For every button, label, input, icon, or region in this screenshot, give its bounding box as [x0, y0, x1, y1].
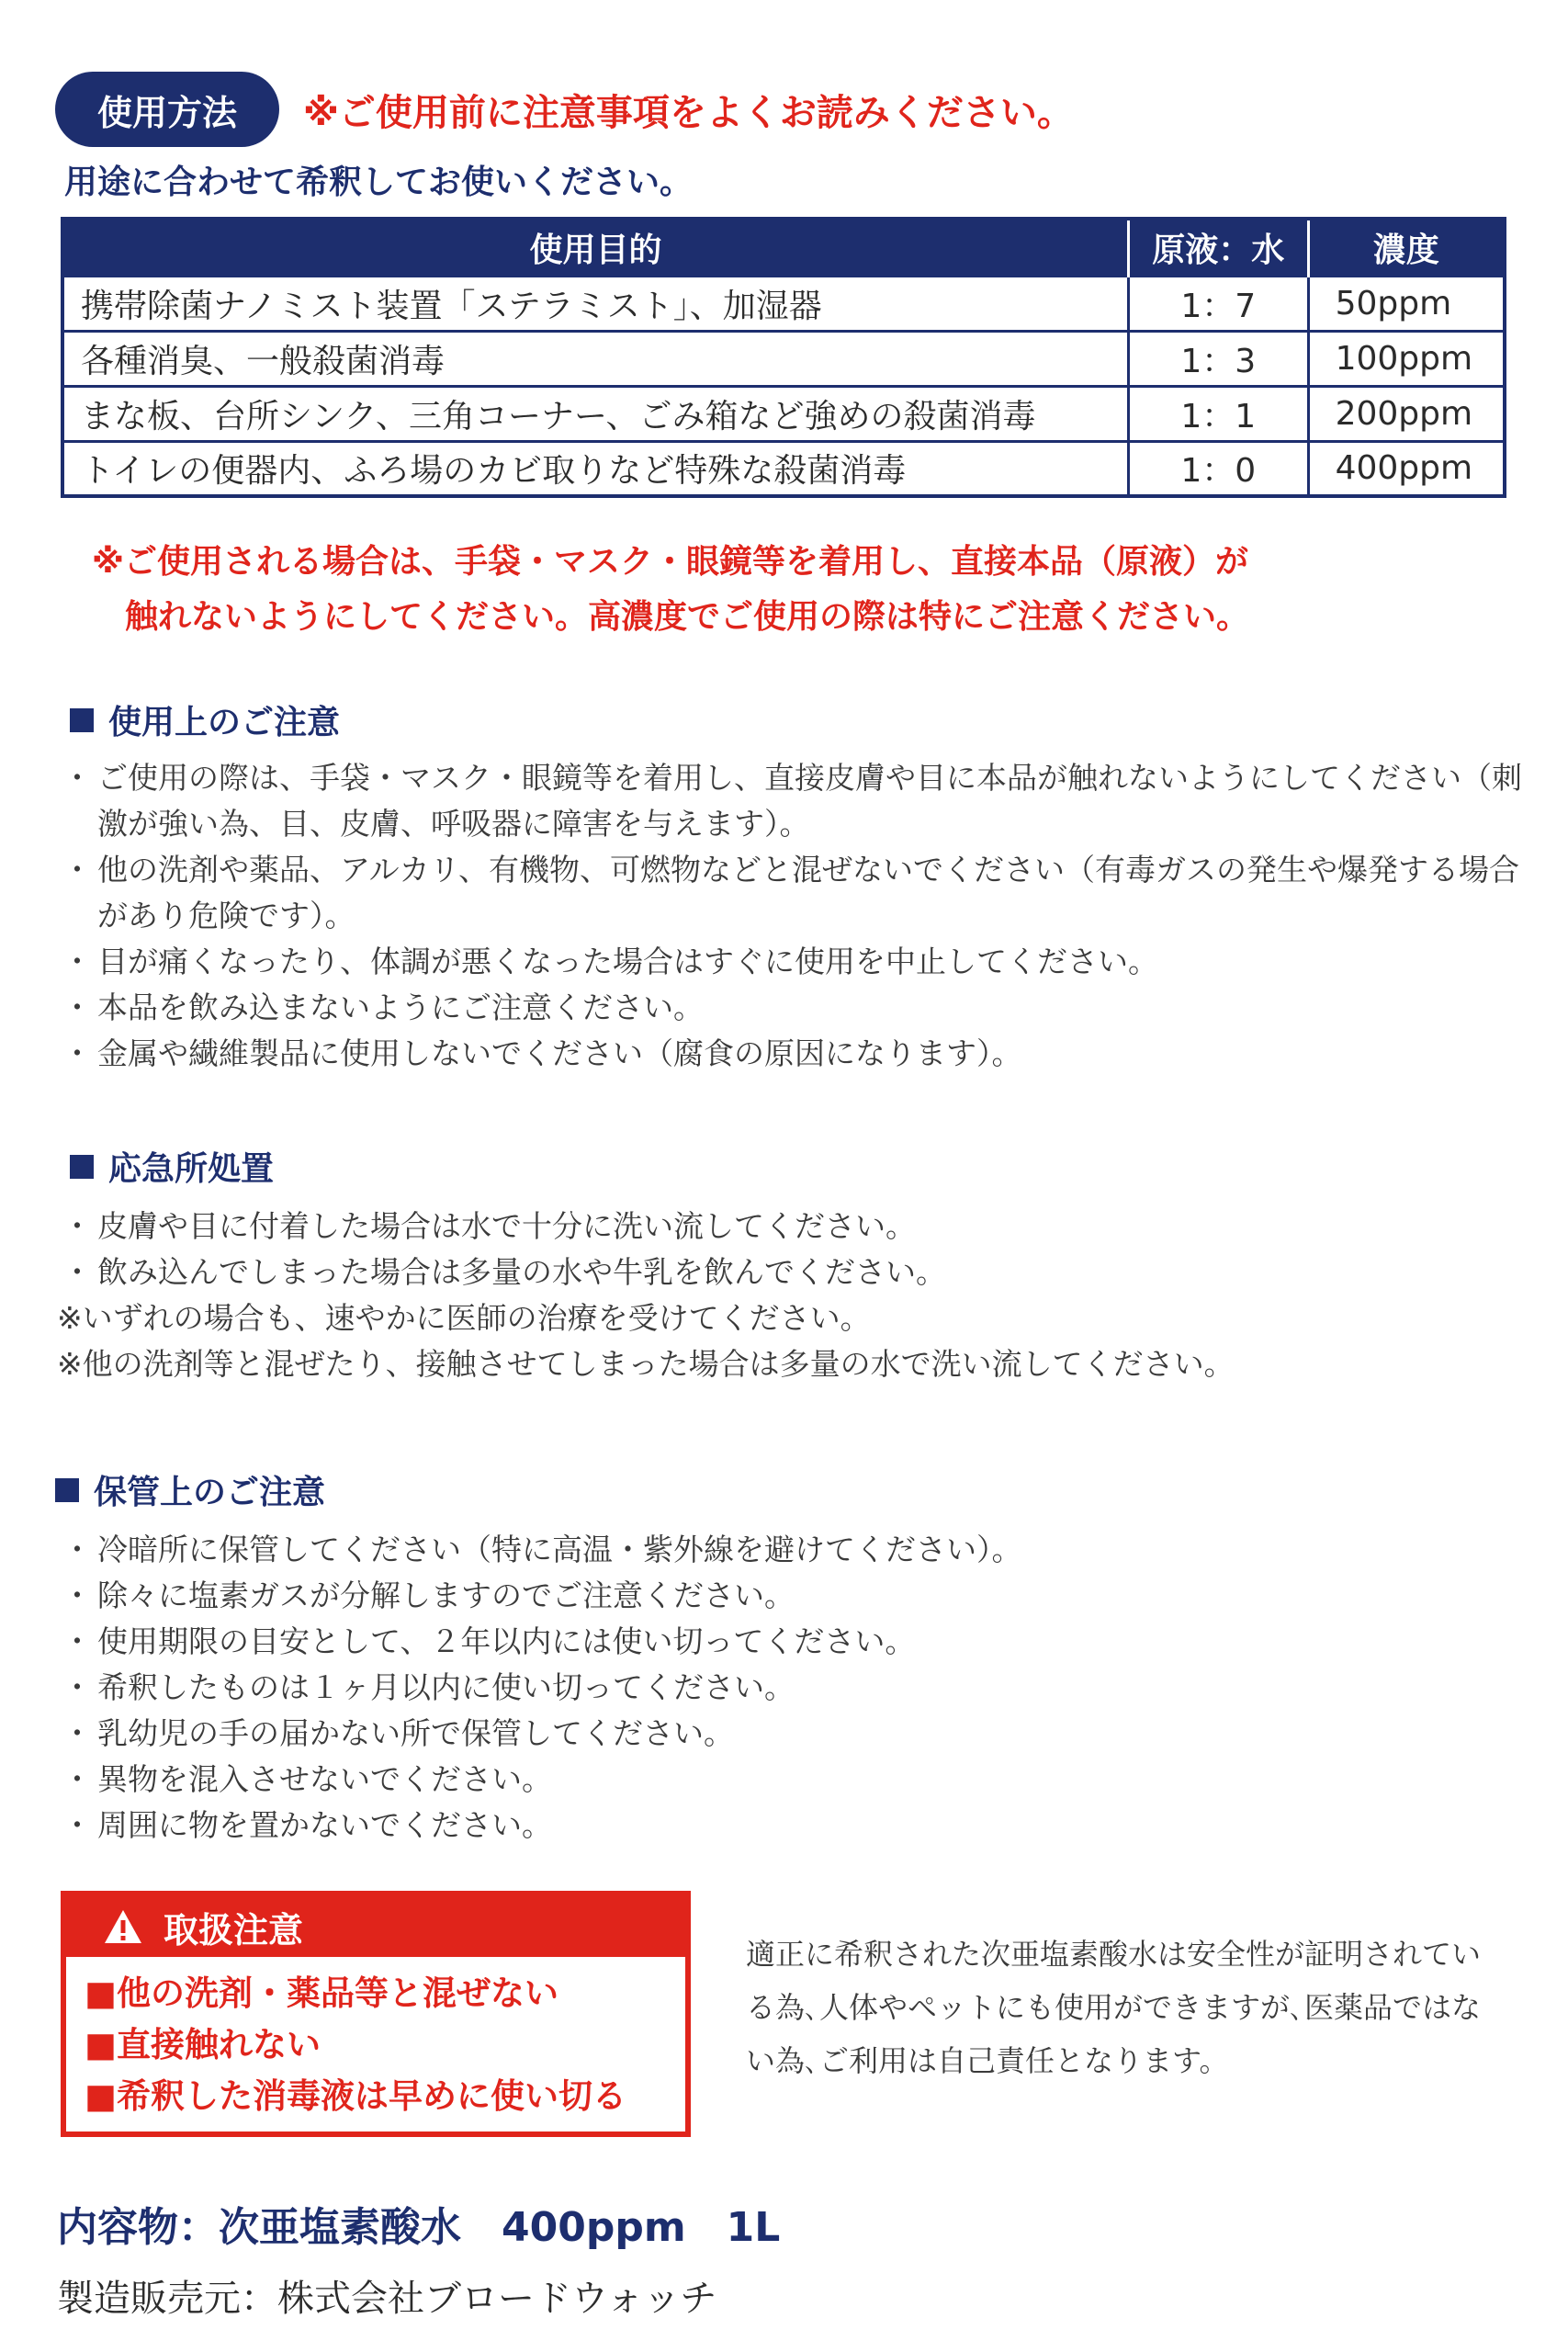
list-item [57, 985, 1527, 1031]
square-bullet-icon [55, 1478, 79, 1502]
bullet-dot-icon: ・ [62, 944, 93, 979]
list-item [57, 847, 1527, 939]
list-item-text: 使用期限の目安として、２年以内には使い切ってください。 [97, 1623, 916, 1659]
bullet-dot-icon: ・ [62, 1623, 93, 1659]
section-storage-title [55, 1466, 325, 1513]
section-first-aid-title-text: 応急所処置 [108, 1150, 275, 1188]
list-item [57, 1204, 1527, 1250]
list-item [57, 1527, 1527, 1573]
square-bullet-icon [70, 708, 94, 732]
usage-subtitle: 用途に合わせて希釈してお使いください。 [64, 164, 694, 201]
caution-item: ■他の洗剤・薬品等と混ぜない [85, 1973, 558, 2013]
section-storage-title-text: 保管上のご注意 [94, 1474, 326, 1511]
cell-concentration: 200ppm [1308, 386, 1505, 441]
list-item-text: 金属や繊維製品に使用しないでください（腐食の原因になります）。 [97, 1035, 1022, 1071]
ppe-warning [92, 535, 1249, 645]
table-header-row [62, 219, 1505, 276]
disclaimer-text: 適正に希釈された次亜塩素酸水は安全性が証明されている為､人体やペットにも使用ができますが､医薬品ではない為､ご利用は自己責任となります。 [746, 1937, 1482, 2078]
caution-item: ■直接触れない [85, 2025, 321, 2064]
cell-ratio: 1：0 [1129, 441, 1309, 496]
list-item-text: 皮膚や目に付着した場合は水で十分に洗い流してください。 [97, 1208, 916, 1244]
list-item-text: 飲み込んでしまった場合は多量の水や牛乳を飲んでください。 [97, 1254, 946, 1290]
cell-concentration: 50ppm [1308, 276, 1505, 331]
note-text: ※いずれの場合も、速やかに医師の治療を受けてください。 [57, 1300, 871, 1336]
cell-purpose: まな板、台所シンク、三角コーナー、ごみ箱など強めの殺菌消毒 [62, 386, 1129, 441]
handling-caution-header [66, 1896, 685, 1957]
square-bullet-icon [70, 1155, 94, 1179]
storage-caution-list [57, 1527, 1527, 1849]
list-item-text: 希釈したものは１ヶ月以内に使い切ってください。 [97, 1669, 795, 1705]
list-item [57, 1803, 1527, 1849]
list-item-text: 除々に塩素ガスが分解しますのでご注意ください。 [97, 1577, 795, 1613]
bullet-dot-icon: ・ [62, 1577, 93, 1613]
cell-ratio: 1：3 [1129, 331, 1309, 386]
table-row [62, 276, 1505, 331]
first-aid-list [57, 1204, 1527, 1387]
list-item [57, 755, 1527, 847]
ppe-warning-line1: ※ご使用される場合は、手袋・マスク・眼鏡等を着用し、直接本品（原液）が [92, 543, 1248, 581]
table-row [62, 331, 1505, 386]
list-item [57, 1711, 1527, 1757]
list-item [57, 939, 1527, 985]
list-item [57, 1665, 1527, 1711]
section-first-aid-title [70, 1143, 274, 1190]
table-row [62, 386, 1505, 441]
handling-caution-box [61, 1891, 691, 2137]
bullet-dot-icon: ・ [62, 760, 93, 796]
list-item-text: 冷暗所に保管してください（特に高温・紫外線を避けてください）。 [97, 1532, 1022, 1567]
bullet-dot-icon: ・ [62, 1761, 93, 1797]
caution-item: ■希釈した消毒液は早めに使い切る [85, 2076, 626, 2116]
ppe-warning-line2: 触れないようにしてください。高濃度でご使用の際は特にご注意ください。 [125, 598, 1250, 636]
cell-purpose: 携帯除菌ナノミスト装置「ステラミスト」、加湿器 [62, 276, 1129, 331]
section-usage-title [70, 696, 340, 743]
bullet-dot-icon: ・ [62, 1715, 93, 1751]
cell-concentration: 400ppm [1308, 441, 1505, 496]
list-item-text: 乳幼児の手の届かない所で保管してください。 [97, 1715, 734, 1751]
list-item-text: 周囲に物を置かないでください。 [97, 1807, 552, 1843]
handling-caution-items [66, 1957, 685, 2122]
cell-ratio: 1：7 [1129, 276, 1309, 331]
list-item-text: 目が痛くなったり、体調が悪くなった場合はすぐに使用を中止してください。 [97, 944, 1158, 979]
list-item [57, 1757, 1527, 1803]
header-ratio: 原液：水 [1129, 219, 1309, 276]
bullet-dot-icon: ・ [62, 989, 93, 1025]
list-item [57, 1619, 1527, 1665]
list-item-text: 他の洗剤や薬品、アルカリ、有機物、可燃物などと混ぜないでください（有毒ガスの発生や爆発する場合があり危険です）。 [97, 852, 1520, 933]
list-item [57, 1295, 1527, 1341]
contents-line: 内容物：次亜塩素酸水 400ppm 1L [57, 2204, 781, 2251]
bullet-dot-icon: ・ [62, 1208, 93, 1244]
bullet-dot-icon: ・ [62, 1254, 93, 1290]
cell-purpose: 各種消臭、一般殺菌消毒 [62, 331, 1129, 386]
list-item-text: 本品を飲み込まないようにご注意ください。 [97, 989, 704, 1025]
warning-triangle-icon [103, 1908, 143, 1945]
manufacturer-line: 製造販売元：株式会社ブロードウォッチ [57, 2278, 717, 2320]
handling-caution-title: 取扱注意 [164, 1909, 304, 1951]
cell-purpose: トイレの便器内、ふろ場のカビ取りなど特殊な殺菌消毒 [62, 441, 1129, 496]
header-purpose: 使用目的 [62, 219, 1129, 276]
table-row [62, 441, 1505, 496]
bullet-dot-icon: ・ [62, 1035, 93, 1071]
list-item [57, 1250, 1527, 1295]
bullet-dot-icon: ・ [62, 1669, 93, 1705]
section-usage-title-text: 使用上のご注意 [108, 704, 341, 741]
list-item-text: ご使用の際は、手袋・マスク・眼鏡等を着用し、直接皮膚や目に本品が触れないようにしてください（刺激が強い為、目、皮膚、呼吸器に障害を与えます）。 [97, 760, 1522, 842]
list-item-text: 異物を混入させないでください。 [97, 1761, 552, 1797]
header-concentration: 濃度 [1308, 219, 1505, 276]
usage-caution-list [57, 755, 1527, 1077]
usage-note: ※ご使用前に注意事項をよくお読みください。 [303, 91, 1074, 134]
dilution-table [61, 217, 1506, 498]
note-text: ※他の洗剤等と混ぜたり、接触させてしまった場合は多量の水で洗い流してください。 [57, 1346, 1235, 1382]
bullet-dot-icon: ・ [62, 1807, 93, 1843]
list-item [57, 1341, 1527, 1387]
list-item [57, 1573, 1527, 1619]
list-item [57, 1031, 1527, 1077]
cell-ratio: 1：1 [1129, 386, 1309, 441]
usage-header [55, 72, 1074, 147]
bullet-dot-icon: ・ [62, 1532, 93, 1567]
cell-concentration: 100ppm [1308, 331, 1505, 386]
bullet-dot-icon: ・ [62, 852, 93, 888]
usage-badge: 使用方法 [55, 72, 279, 147]
